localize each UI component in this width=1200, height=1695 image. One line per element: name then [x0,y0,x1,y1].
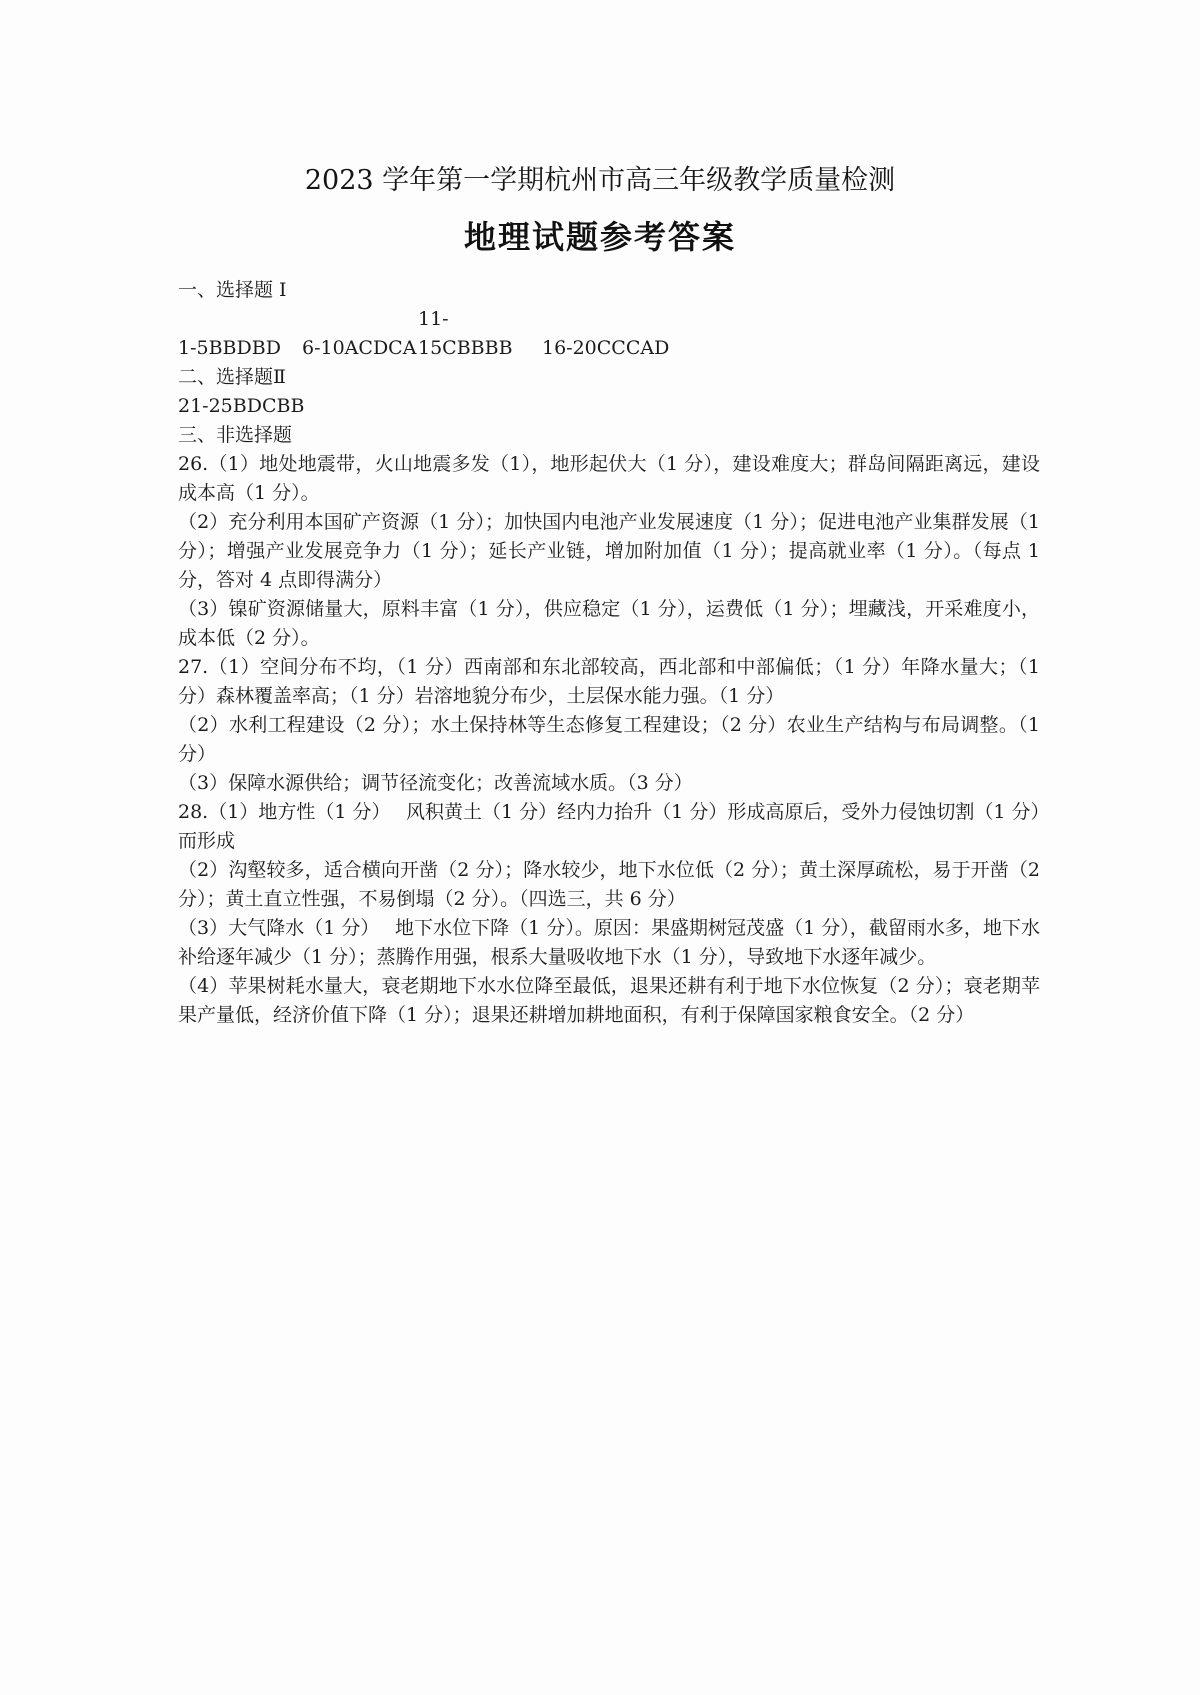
answer-paragraph: （2）充分利用本国矿产资源（1 分）；加快国内电池产业发展速度（1 分）；促进电池产业集群发展（1 分）；增强产业发展竞争力（1 分）；延长产业链，增加附加值（1 分）；提高就业率（1 分）。（每点 1 分，答对 4 点即得满分） [178,511,1040,591]
section1-heading: 一、选择题 I [178,279,287,301]
answer-group: 16-20CCCAD [542,337,670,359]
answer-group: 1-5BBDBD [178,337,281,359]
document-title: 2023 学年第一学期杭州市高三年级教学质量检测 [304,165,896,196]
answer-paragraph: （3）镍矿资源储量大，原料丰富（1 分），供应稳定（1 分），运费低（1 分）；埋藏浅，开采难度小，成本低（2 分）。 [178,598,1040,649]
section2-heading: 二、选择题Ⅱ [178,366,286,388]
answer-group: 11-15CBBBB [418,308,513,359]
answer-paragraph: （2）沟壑较多，适合横向开凿（2 分）；降水较少，地下水位低（2 分）；黄土深厚疏松，易于开凿（2 分）；黄土直立性强，不易倒塌（2 分）。（四选三，共 6 分） [178,859,1040,910]
answer-paragraph: 27.（1）空间分布不均，（1 分）西南部和东北部较高，西北部和中部偏低；（1 分）年降水量大；（1 分）森林覆盖率高；（1 分）岩溶地貌分布少，土层保水能力强。（1 分） [178,656,1040,707]
answer-paragraph: （2）水利工程建设（2 分）；水土保持林等生态修复工程建设；（2 分）农业生产结构与布局调整。（1 分） [178,714,1040,765]
document-subtitle: 地理试题参考答案 [463,218,736,256]
section3-heading: 三、非选择题 [178,424,293,446]
answer-content [178,276,1040,1030]
answer-paragraph: 26.（1）地处地震带，火山地震多发（1），地形起伏大（1 分），建设难度大；群岛间隔距离远，建设成本高（1 分）。 [178,453,1040,504]
answer-paragraph: （3）大气降水（1 分） 地下水位下降（1 分）。原因：果盛期树冠茂盛（1 分），截留雨水多，地下水补给逐年减少（1 分）；蒸腾作用强，根系大量吸收地下水（1 分），导致地下水逐年减少。 [178,917,1040,968]
answer-paragraph: （4）苹果树耗水量大，衰老期地下水水位降至最低，退果还耕有利于地下水位恢复（2 分）；衰老期苹果产量低，经济价值下降（1 分）；退果还耕增加耕地面积，有利于保障国家粮食安全。（2 分） [178,975,1040,1026]
section1-answers [178,305,1040,363]
section2-answers: 21-25BDCBB [178,395,305,417]
answer-group: 6-10ACDCA [302,337,417,359]
answer-paragraph: （3）保障水源供给；调节径流变化；改善流域水质。（3 分） [178,772,693,794]
answer-paragraph: 28.（1）地方性（1 分） 风积黄土（1 分）经内力抬升（1 分）形成高原后，受外力侵蚀切割（1 分）而形成 [178,801,1040,852]
